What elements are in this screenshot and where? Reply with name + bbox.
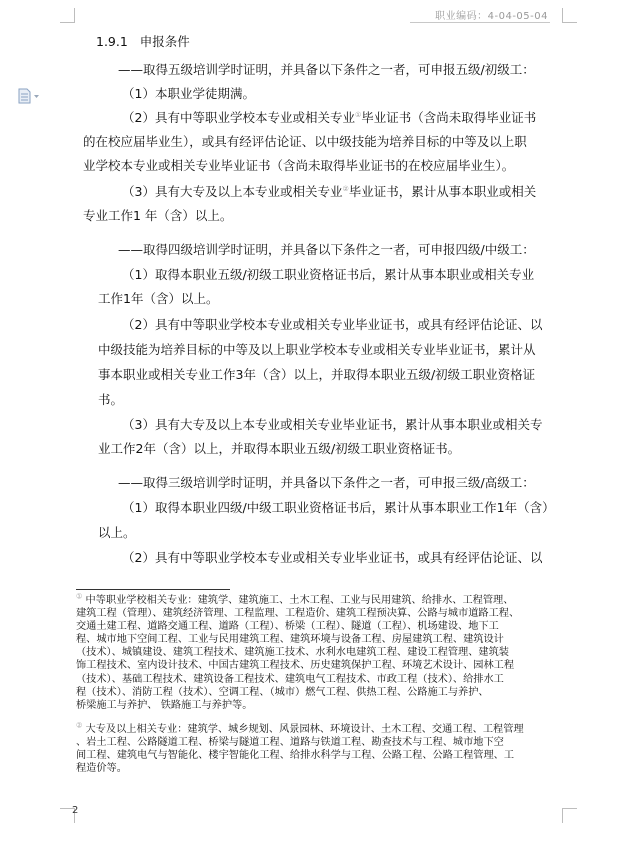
section-number: 1.9.1 [96, 34, 128, 49]
level4-item-2-line-4: 书。 [98, 392, 124, 407]
level4-item-3-line-2: 业工作2年（含）以上，并取得本职业五级/初级工职业资格证书。 [98, 441, 461, 456]
level5-item-3-line-2: 专业工作1 年（含）以上。 [83, 208, 233, 223]
footnote-2-line: ② 大专及以上相关专业：建筑学、城乡规划、风景园林、环境设计、土木工程、交通工程、工程管理 [76, 721, 524, 735]
condition-level4-intro: ——取得四级培训学时证明，并具备以下条件之一者，可申报四级/中级工： [118, 242, 535, 257]
level5-item-1: （1）本职业学徒期满。 [122, 86, 255, 101]
margin-corner-top-right [562, 8, 577, 23]
footnote-ref-1[interactable]: ① [354, 110, 362, 119]
page-header-code: 职业编码：4-04-05-04 [435, 11, 548, 22]
level5-item-2-line-1 [122, 110, 536, 126]
margin-corner-bottom-right [562, 808, 577, 823]
footnote-1-line: 桥梁施工与养护、 铁路施工与养护等。 [76, 699, 253, 711]
level4-item-2-line-2: 中级技能为培养目标的中等及以上职业学校本专业或相关专业毕业证书，累计从 [98, 342, 536, 357]
footnote-1-line: 程（技术）、消防工程（技术）、空调工程、（城市）燃气工程、供热工程、公路施工与养护、 [76, 686, 489, 698]
footnote-2-line: 程造价等。 [76, 763, 127, 775]
document-icon[interactable] [18, 88, 38, 104]
section-title: 申报条件 [139, 34, 190, 49]
footnote-2-line: 、岩土工程、公路隧道工程、桥梁与隧道工程、道路与铁道工程、勘查技术与工程、城市地下空 [76, 737, 504, 749]
level4-item-3-line-1: （3）具有大专及以上本专业或相关专业毕业证书，累计从事本职业或相关专 [122, 417, 543, 432]
header-rule [410, 22, 550, 23]
level5-item-2-line-2: 的在校应届毕业生），或具有经评估论证、以中级技能为培养目标的中等及以上职 [83, 134, 527, 149]
level4-item-2-line-3: 事本职业或相关专业工作3年（含）以上，并取得本职业五级/初级工职业资格证 [98, 367, 536, 382]
footnote-ref-2[interactable]: ② [342, 184, 349, 193]
page-number: 2 [72, 805, 79, 816]
level4-item-1-line-2: 工作1年（含）以上。 [98, 291, 219, 306]
footnote-1-line: 饰工程技术、室内设计技术、中国古建筑工程技术、历史建筑保护工程、环境艺术设计、园林工程 [76, 660, 515, 672]
footnote-1-mark: ① [76, 592, 83, 601]
level5-item-3-line-1 [122, 184, 536, 200]
level5-item-2-text-b: 毕业证书（含尚未取得毕业证书 [361, 110, 537, 125]
condition-level5-intro: ——取得五级培训学时证明，并具备以下条件之一者，可申报五级/初级工： [118, 62, 535, 77]
footnote-2 [76, 723, 566, 775]
footnote-1-line: ① 中等职业学校相关专业：建筑学、建筑施工、土木工程、工业与民用建筑、给排水、工程管理、 [76, 592, 514, 606]
level5-item-3-text-a: （3）具有大专及以上本专业或相关专业 [122, 184, 343, 199]
level3-item-2-line-1: （2）具有中等职业学校本专业或相关专业毕业证书，或具有经评估论证、以 [122, 550, 543, 565]
level4-item-2-line-1: （2）具有中等职业学校本专业或相关专业毕业证书，或具有经评估论证、以 [122, 317, 543, 332]
footnote-1-line: 建筑工程（管理）、建筑经济管理、工程监理、工程造价、建筑工程预决算、公路与城市道路工程、 [76, 608, 520, 620]
footnote-separator [76, 589, 230, 590]
margin-corner-top-left [60, 8, 75, 23]
section-heading [96, 34, 190, 50]
footnote-1-line: 交通土建工程、道路交通工程、道路（工程）、桥梁（工程）、隧道（工程）、机场建设、地下工 [76, 621, 499, 633]
condition-level3-intro: ——取得三级培训学时证明，并具备以下条件之一者，可申报三级/高级工： [118, 475, 535, 490]
footnote-2-mark: ② [76, 721, 83, 730]
footnote-1-line: （技术）、城镇建设、建筑工程技术、建筑施工技术、水利水电建筑工程、建设工程管理、建筑装 [76, 647, 509, 659]
level5-item-2-line-3: 业学校本专业或相关专业毕业证书（含尚未取得毕业证书的在校应届毕业生）。 [83, 158, 515, 173]
footnote-1-line: （技术）、基础工程技术、建筑设备工程技术、建筑电气工程技术、市政工程（技术）、给排水工 [76, 673, 504, 685]
level5-item-2-text-a: （2）具有中等职业学校本专业或相关专业 [122, 110, 355, 125]
footnote-1 [76, 594, 566, 712]
level4-item-1-line-1: （1）取得本职业五级/初级工职业资格证书后，累计从事本职业或相关专业 [122, 267, 535, 282]
footnote-2-line: 间工程、建筑电气与智能化、楼宇智能化工程、给排水科学与工程、公路工程、公路工程管理、工 [76, 750, 515, 762]
footnote-1-line: 程、城市地下空间工程、工业与民用建筑工程、建筑环境与设备工程、房屋建筑工程、建筑设计 [76, 634, 504, 646]
level3-item-1-line-1: （1）取得本职业四级/中级工职业资格证书后，累计从事本职业工作1年（含） [122, 500, 555, 515]
level3-item-1-line-2: 以上。 [98, 525, 136, 540]
level5-item-3-text-b: 毕业证书，累计从事本职业或相关 [348, 184, 537, 199]
